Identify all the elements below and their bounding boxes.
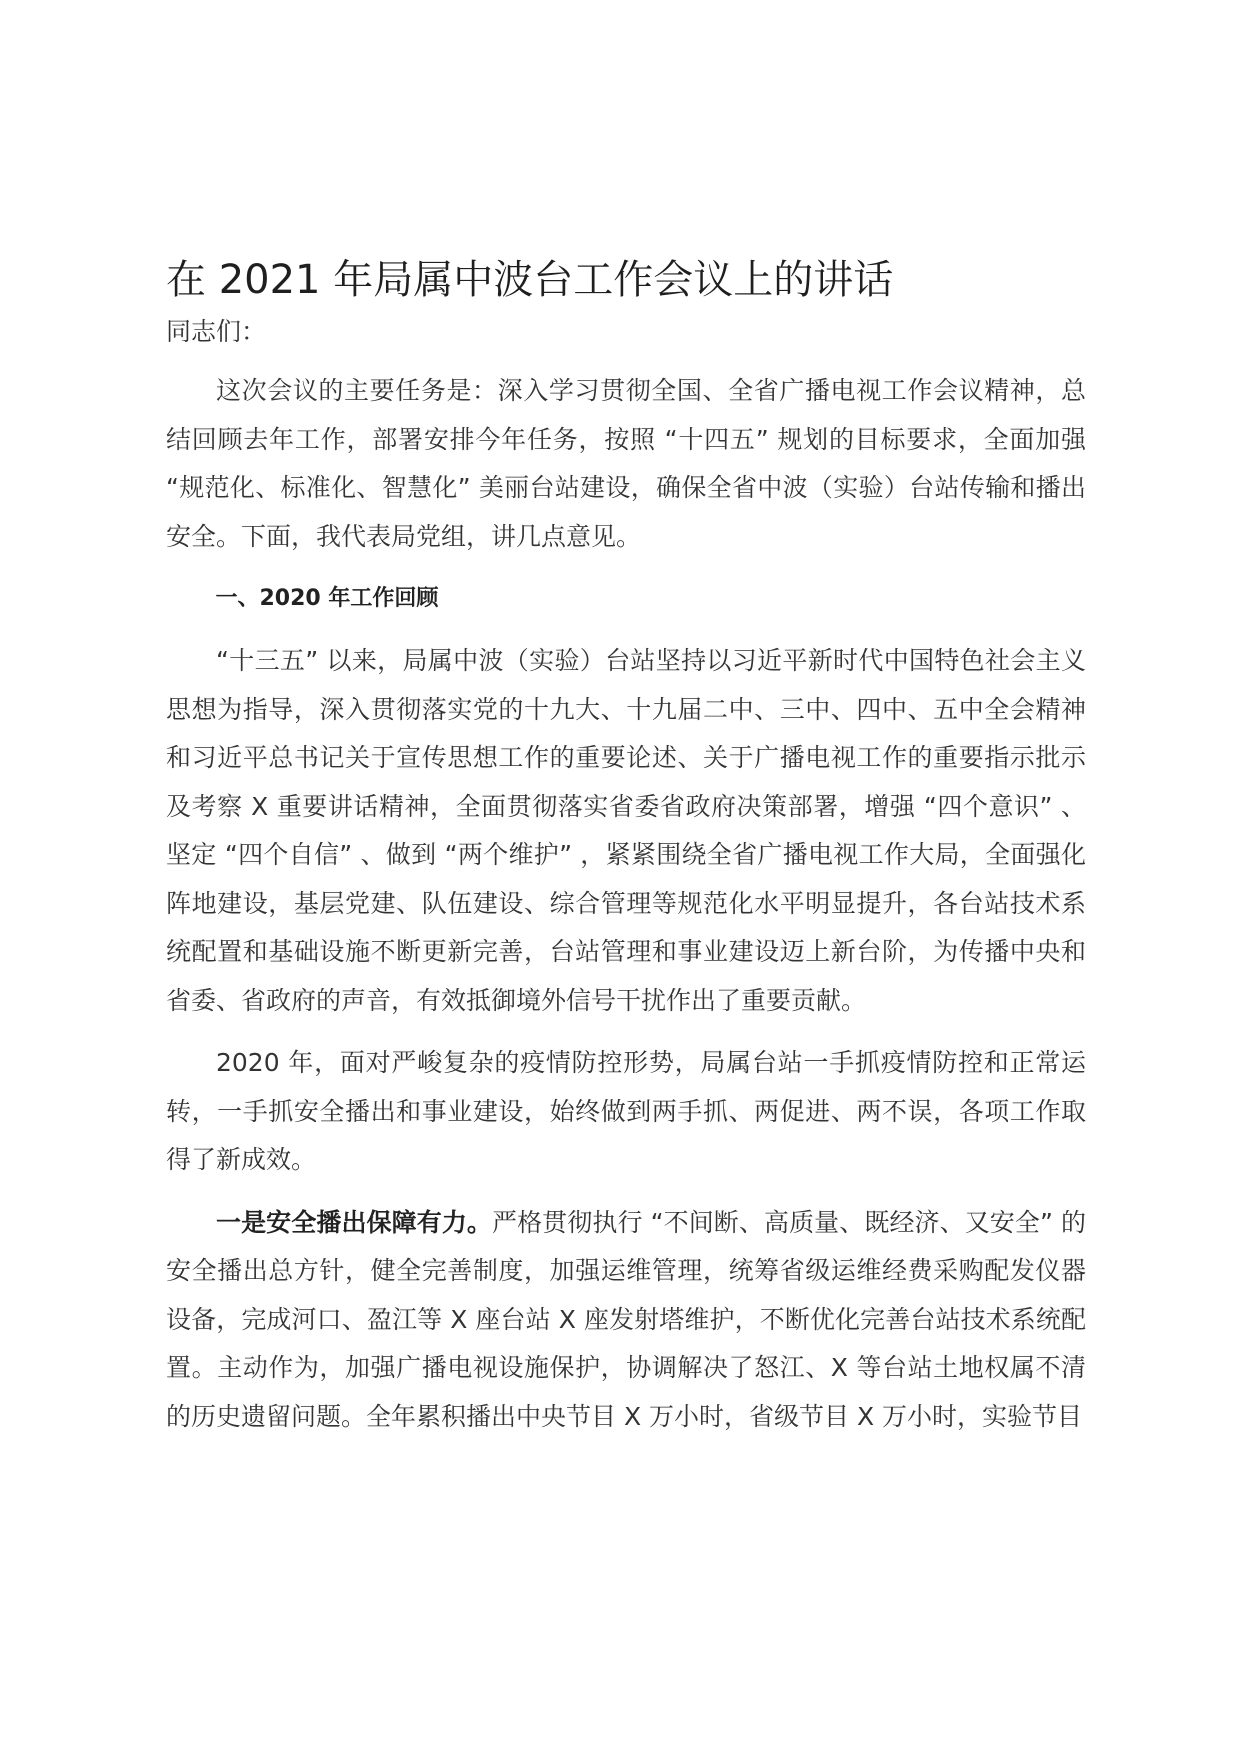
document-page: [166, 250, 1086, 1455]
body-paragraph: “十三五” 以来，局属中波（实验）台站坚持以习近平新时代中国特色社会主义思想为指导，深入贯彻落实党的十九大、十九届二中、三中、四中、五中全会精神和习近平总书记关于宣传思想工作的重要论述、关于广播电视工作的重要指示批示及考察 X 重要讲话精神，全面贯彻落实省委省政府决策部署，增强 “四个意识” 、坚定 “四个自信” 、做到 “两个维护” ，紧紧围绕全省广播电视工作大局，全面强化阵地建设，基层党建、队伍建设、综合管理等规范化水平明显提升，各台站技术系统配置和基础设施不断更新完善，台站管理和事业建设迈上新台阶，为传播中央和省委、省政府的声音，有效抵御境外信号干扰作出了重要贡献。: [166, 646, 1086, 1015]
body-paragraph: 2020 年，面对严峻复杂的疫情防控形势，局属台站一手抓疫情防控和正常运转，一手抓安全播出和事业建设，始终做到两手抓、两促进、两不误，各项工作取得了新成效。: [166, 1048, 1086, 1174]
section-heading: 一、2020 年工作回顾: [215, 586, 439, 611]
intro-paragraph: 这次会议的主要任务是：深入学习贯彻全国、全省广播电视工作会议精神，总结回顾去年工作，部署安排今年任务，按照 “十四五” 规划的目标要求，全面加强 “规范化、标准化、智慧化” 美丽台站建设，确保全省中波（实验）台站传输和播出安全。下面，我代表局党组，讲几点意见。: [166, 376, 1086, 551]
paragraph-text: 严格贯彻执行 “不间断、高质量、既经济、又安全” 的安全播出总方针，健全完善制度，加强运维管理，统筹省级运维经费采购配发仪器设备，完成河口、盈江等 X 座台站 X 座发射塔维护，不断优化完善台站技术系统配置。主动作为，加强广播电视设施保护，协调解决了怒江、X 等台站土地权属不清的历史遗留问题。全年累积播出中央节目 X 万小时，省级节目 X 万小时，实验节目: [166, 1207, 1086, 1431]
salutation: 同志们：: [166, 317, 267, 346]
document-title: 在 2021 年局属中波台工作会议上的讲话: [166, 257, 894, 303]
paragraph-lead-phrase: 一是安全播出保障有力。: [216, 1207, 492, 1237]
body-paragraph: [166, 1199, 1086, 1442]
